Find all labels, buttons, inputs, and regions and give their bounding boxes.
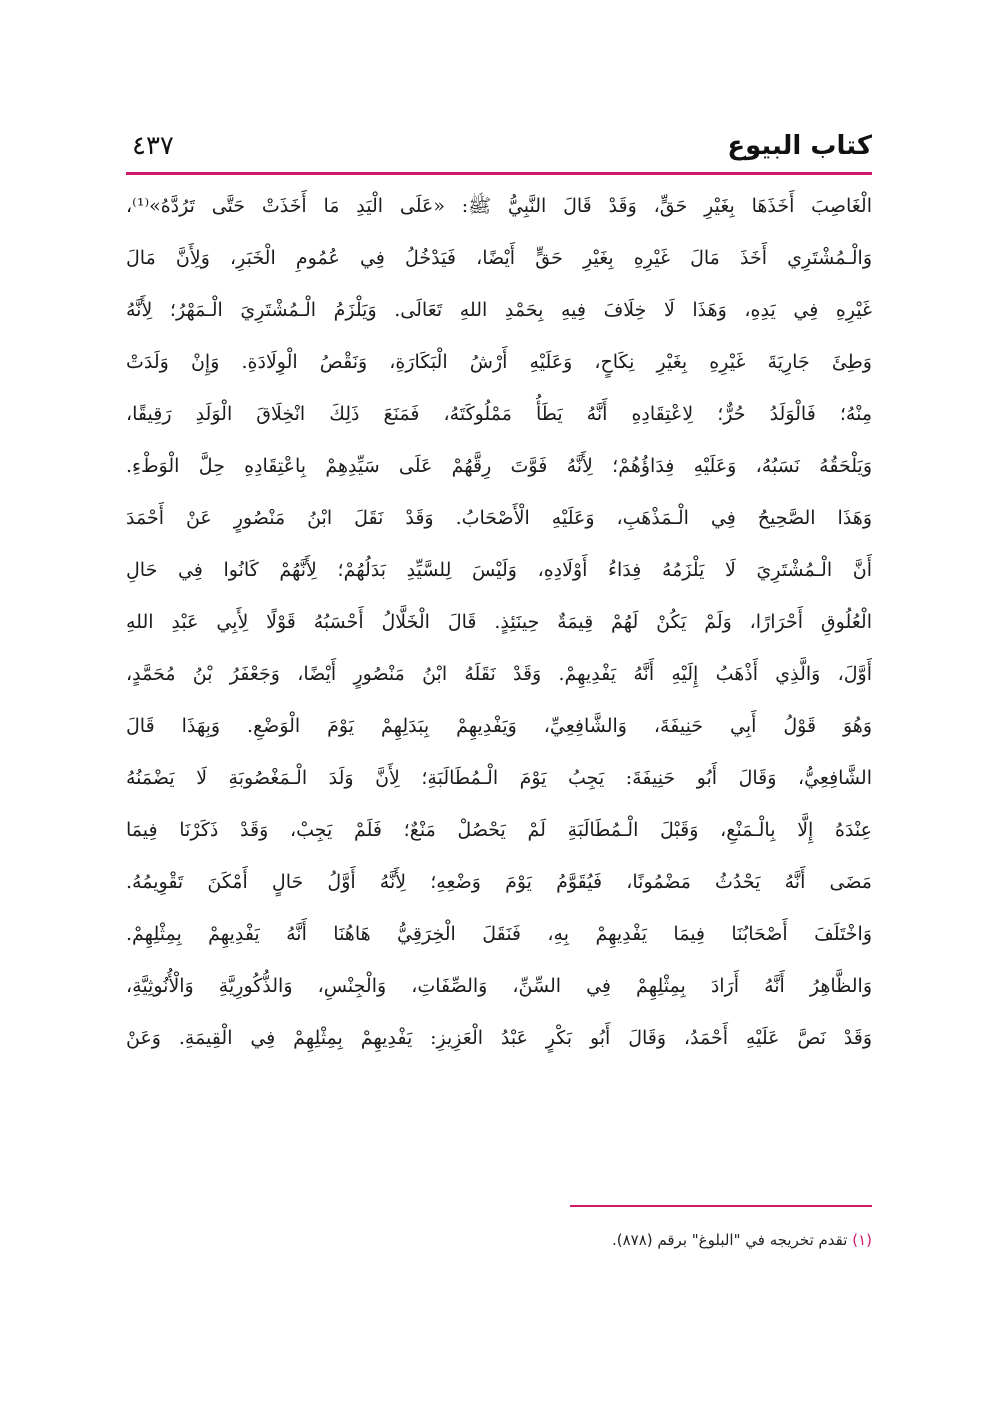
page-header <box>126 128 872 168</box>
footnote-number: (١) <box>852 1231 872 1249</box>
text-line: الشَّافِعِيُّ، وَقَالَ أَبُو حَنِيفَةَ: يَجِبُ يَوْمَ الْـمُطَالَبَةِ؛ لِأَنَّ وَلَدَ الْـمَغْصُوبَةِ لَا يَضْمَنُهُ <box>126 767 872 789</box>
text-line: غَيْرِهِ فِي يَدِهِ، وَهَذَا لَا خِلَافَ فِيهِ بِحَمْدِ اللهِ تَعَالَى. وَيَلْزَمُ الْـمُشْتَرِيَ الْـمَهْرُ؛ لِأَنَّهُ <box>126 299 872 321</box>
page-number: ٤٣٧ <box>132 131 174 161</box>
text-line: أَنَّ الْـمُشْتَرِيَ لَا يَلْزَمُهُ فِدَاءُ أَوْلَادِهِ، وَلَيْسَ لِلسَّيِّدِ بَدَلُهُمْ؛ لِأَنَّهُمْ كَانُوا فِي حَالِ <box>126 559 872 581</box>
text-line: وَقَدْ نَصَّ عَلَيْهِ أَحْمَدُ، وَقَالَ أَبُو بَكْرٍ عَبْدُ الْعَزِيزِ: يَفْدِيهِمْ بِمِثْلِهِمْ فِي الْقِيمَةِ. وَعَنْ <box>126 1027 872 1049</box>
header-rule <box>126 172 872 175</box>
footnote <box>126 1228 872 1252</box>
text-line: الْعُلُوقِ أَحْرَارًا، وَلَمْ يَكُنْ لَهُمْ قِيمَةٌ حِينَئِذٍ. قَالَ الْخَلَّالُ أَحْسَبُهُ قَوْلًا لِأَبِي عَبْدِ اللهِ <box>126 611 872 633</box>
text-line: مِنْهُ؛ فَالْوَلَدُ حُرٌّ؛ لِاعْتِقَادِهِ أَنَّهُ يَطَأُ مَمْلُوكَتَهُ، فَمَنَعَ ذَلِكَ انْخِلَاقَ الْوَلَدِ رَقِيقًا، <box>126 403 872 425</box>
running-title: كتاب البيوع <box>727 131 872 161</box>
text-line: وَيَلْحَقُهُ نَسَبُهُ، وَعَلَيْهِ فِدَاؤُهُمْ؛ لِأَنَّهُ فَوَّتَ رِقَّهُمْ عَلَى سَيِّدِهِمْ بِاعْتِقَادِهِ حِلَّ الْوَطْءِ. <box>126 455 872 477</box>
text-line: الْغَاصِبَ أَخَذَهَا بِغَيْرِ حَقٍّ، وَقَدْ قَالَ النَّبِيُّ ﷺ: «عَلَى الْيَدِ مَا أَخَذَتْ حَتَّى تَرُدَّهُ»⁽¹⁾، <box>126 195 872 217</box>
text-line: وَاخْتَلَفَ أَصْحَابُنَا فِيمَا يَفْدِيهِمْ بِهِ، فَنَقَلَ الْخِرَقِيُّ هَاهُنَا أَنَّهُ يَفْدِيهِمْ بِمِثْلِهِمْ. <box>126 923 872 945</box>
text-line: وَهُوَ قَوْلُ أَبِي حَنِيفَةَ، وَالشَّافِعِيِّ، وَيَفْدِيهِمْ بِبَدَلِهِمْ يَوْمَ الْوَضْعِ. وَبِهَذَا قَالَ <box>126 715 872 737</box>
text-line: أَوَّلَ، وَالَّذِي أَذْهَبُ إِلَيْهِ أَنَّهُ يَفْدِيهِمْ. وَقَدْ نَقَلَهُ ابْنُ مَنْصُورٍ أَيْضًا، وَجَعْفَرُ بْنُ مُحَمَّدٍ، <box>126 663 872 685</box>
text-line: مَضَى أَنَّهُ يَحْدُثُ مَضْمُونًا، فَيُقَوَّمُ يَوْمَ وَضْعِهِ؛ لِأَنَّهُ أَوَّلُ حَالٍ أَمْكَنَ تَقْوِيمُهُ. <box>126 871 872 893</box>
text-line: وَطِئَ جَارِيَةَ غَيْرِهِ بِغَيْرِ نِكَاحٍ، وَعَلَيْهِ أَرْشُ الْبَكَارَةِ، وَنَقْصُ الْوِلَادَةِ. وَإِنْ وَلَدَتْ <box>126 351 872 373</box>
text-line: وَالظَّاهِرُ أَنَّهُ أَرَادَ بِمِثْلِهِمْ فِي السِّنِّ، وَالصِّفَاتِ، وَالْجِنْسِ، وَالذُّكُورِيَّةِ وَالْأُنُوثِيَّةِ، <box>126 975 872 997</box>
text-line: وَالْـمُشْتَرِي أَخَذَ مَالَ غَيْرِهِ بِغَيْرِ حَقٍّ أَيْضًا، فَيَدْخُلُ فِي عُمُومِ الْخَبَرِ، وَلِأَنَّ مَالَ <box>126 247 872 269</box>
text-line: وَهَذَا الصَّحِيحُ فِي الْـمَذْهَبِ، وَعَلَيْهِ الْأَصْحَابُ. وَقَدْ نَقَلَ ابْنُ مَنْصُورٍ عَنْ أَحْمَدَ <box>126 507 872 529</box>
text-line: عِنْدَهُ إِلَّا بِالْـمَنْعِ، وَقَبْلَ الْـمُطَالَبَةِ لَمْ يَحْصُلْ مَنْعٌ؛ فَلَمْ يَجِبْ، وَقَدْ ذَكَرْنَا فِيمَا <box>126 819 872 841</box>
main-text <box>126 180 872 1116</box>
footnote-rule <box>570 1205 872 1207</box>
text-line <box>126 1064 872 1116</box>
footnote-text: تقدم تخريجه في "البلوغ" برقم (٨٧٨). <box>611 1231 848 1249</box>
